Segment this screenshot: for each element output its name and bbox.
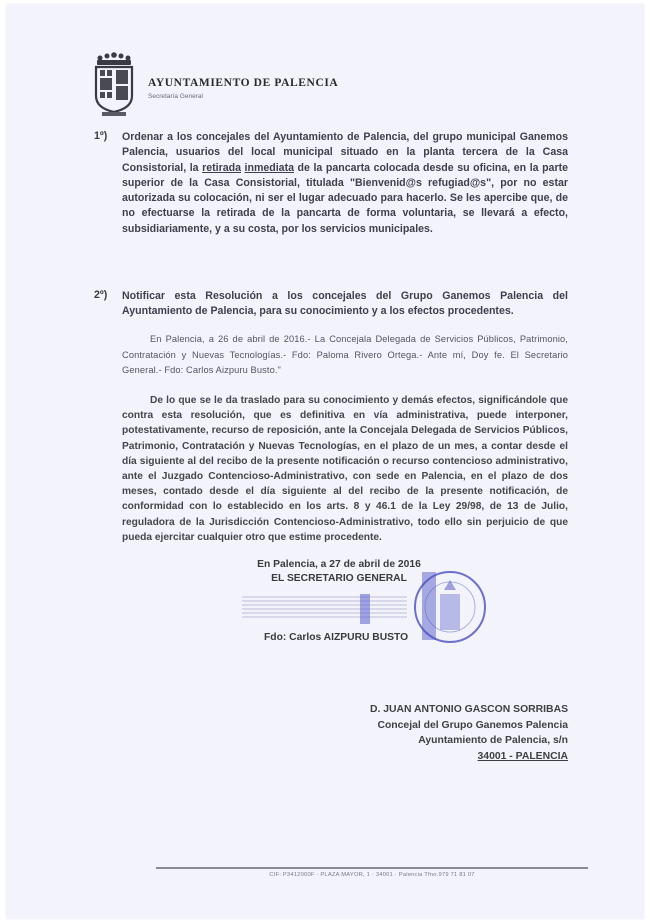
item-1-text-b: de la pancarta colocada desde su oficina, en la parte superior de la Casa Consistorial, titulada "Bienvenid@s refugiad@s", por no estar autorizada su colocación, ni ser el lugar adecuado para hacerlo. Se les apercibe que, de no efectuarse la retirada de la pancarta de forma voluntaria, se llevará a efecto, subsidiariamente, y a su costa, por los servicios municipales. — [122, 161, 568, 235]
item-1-text-a: Ordenar a los concejales del Ayuntamiento de Palencia, del grupo municipal Ganemos Palencia, usuarios del local municipal situado en la planta tercera de la Casa Consistorial, la — [122, 131, 568, 174]
item-1-number: 1º) — [94, 130, 108, 142]
recipient-street: Ayuntamiento de Palencia, s/n — [418, 735, 568, 747]
official-stamp-icon — [410, 566, 488, 648]
org-name: AYUNTAMIENTO DE PALENCIA — [148, 77, 339, 89]
signature-title: EL SECRETARIO GENERAL — [271, 573, 407, 584]
recipient-postcode-city: 34001 - PALENCIA — [477, 750, 568, 762]
recipient-address — [346, 702, 568, 764]
coat-of-arms-icon — [92, 52, 136, 118]
footer-text: CIF: P3412000F · PLAZA MAYOR, 1 · 34001 · Palencia Tfno.979 71 81 07 — [269, 872, 475, 878]
resolution-item-2: Notificar esta Resolución a los concejales del Grupo Ganemos Palencia del Ayuntamiento de Palencia, para su conocimiento y a los efectos procedentes. — [122, 290, 568, 318]
signature-name: Fdo: Carlos AIZPURU BUSTO — [264, 632, 409, 643]
signature-block — [244, 558, 434, 586]
item-2-number: 2º) — [94, 289, 108, 301]
recipient-name: D. JUAN ANTONIO GASCON SORRIBAS — [369, 704, 568, 715]
resolution-item-1 — [122, 130, 568, 237]
item-1-underlined-inmediata: inmediata — [244, 161, 294, 174]
signature-place-date: En Palencia, a 27 de abril de 2016 — [257, 559, 421, 570]
notice-paragraph: De lo que se le da traslado para su conocimiento y demás efectos, significándole que contra esta resolución, que es definitiva en vía administrativa, puede interponer, potestativamente, recurso de reposición, ante la Concejala Delegada de Servicios Públicos, Patrimonio, Contratación y Nuevas Tecnologías, en el plazo de un mes, a contar desde el día siguiente al del recibo de la presente notificación o recurso contencioso administrativo, ante el Juzgado Contencioso-Administrativo, con sede en Palencia, en el plazo de dos meses, contado desde el día siguiente al del recibo de la presente notificación, de conformidad con lo establecido en los arts. 8 y 46.1 de la Ley 29/98, de 13 de Julio, reguladora de la Jurisdicción Contencioso-Administrativo, todo ello sin perjuicio de que pueda ejercitar cualquier otro que estime procedente. — [122, 395, 568, 543]
footer-divider — [156, 867, 588, 869]
signature-scribble-icon — [242, 594, 412, 624]
item-1-underlined-retirada: retirada — [202, 161, 241, 174]
org-department: Secretaría General — [148, 93, 203, 100]
resolution-quote: En Palencia, a 26 de abril de 2016.- La Concejala Delegada de Servicios Públicos, Patrimonio, Contratación y Nuevas Tecnologías.- Fdo: Paloma Rivero Ortega.- Ante mí, Doy fe. El Secretario General.- Fdo: Carlos Aizpuru Busto." — [122, 334, 568, 375]
recipient-role: Concejal del Grupo Ganemos Palencia — [377, 719, 568, 731]
document-page — [6, 4, 644, 919]
